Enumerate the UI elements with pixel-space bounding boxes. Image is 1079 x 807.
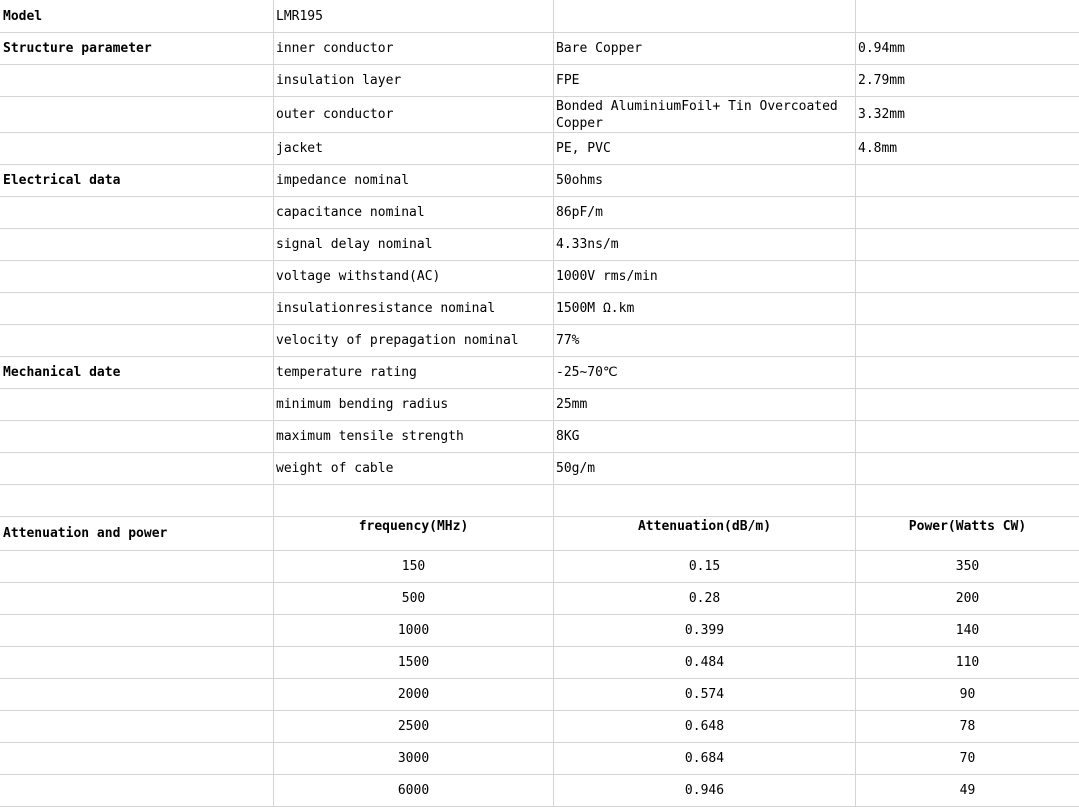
attenuation-value: 0.15 xyxy=(554,551,856,583)
param-size: 4.8mm xyxy=(856,133,1079,165)
param-name: weight of cable xyxy=(274,453,554,485)
empty-cell xyxy=(856,165,1079,197)
empty-cell xyxy=(1,679,274,711)
electrical-row xyxy=(1,293,1079,325)
electrical-row xyxy=(1,261,1079,293)
empty-cell xyxy=(1,421,274,453)
attenuation-row xyxy=(1,583,1079,615)
attenuation-row xyxy=(1,743,1079,775)
frequency-value: 1500 xyxy=(274,647,554,679)
frequency-value: 6000 xyxy=(274,775,554,807)
param-size: 2.79mm xyxy=(856,65,1079,97)
electrical-row xyxy=(1,229,1079,261)
power-value: 200 xyxy=(856,583,1079,615)
attenuation-value: 0.648 xyxy=(554,711,856,743)
frequency-value: 1000 xyxy=(274,615,554,647)
empty-cell xyxy=(856,389,1079,421)
electrical-row xyxy=(1,165,1079,197)
electrical-row xyxy=(1,197,1079,229)
mechanical-row xyxy=(1,453,1079,485)
attenuation-section-label: Attenuation and power xyxy=(1,517,274,551)
param-material: PE, PVC xyxy=(554,133,856,165)
structure-row xyxy=(1,33,1079,65)
param-value: 25mm xyxy=(554,389,856,421)
electrical-section-label: Electrical data xyxy=(1,165,274,197)
param-size: 0.94mm xyxy=(856,33,1079,65)
empty-cell xyxy=(856,197,1079,229)
structure-row xyxy=(1,97,1079,133)
empty-cell xyxy=(1,647,274,679)
param-name: maximum tensile strength xyxy=(274,421,554,453)
param-name: inner conductor xyxy=(274,33,554,65)
attenuation-header: Attenuation(dB/m) xyxy=(554,517,856,551)
empty-cell xyxy=(274,485,554,517)
empty-cell xyxy=(1,485,274,517)
param-value: 50g/m xyxy=(554,453,856,485)
power-value: 70 xyxy=(856,743,1079,775)
blank-row xyxy=(1,485,1079,517)
empty-cell xyxy=(1,197,274,229)
empty-cell xyxy=(1,711,274,743)
frequency-value: 150 xyxy=(274,551,554,583)
param-name: signal delay nominal xyxy=(274,229,554,261)
frequency-header: frequency(MHz) xyxy=(274,517,554,551)
model-label: Model xyxy=(1,1,274,33)
empty-cell xyxy=(1,293,274,325)
param-value: 50ohms xyxy=(554,165,856,197)
attenuation-value: 0.574 xyxy=(554,679,856,711)
empty-cell xyxy=(1,775,274,807)
empty-cell xyxy=(856,421,1079,453)
empty-cell xyxy=(856,485,1079,517)
empty-cell xyxy=(1,229,274,261)
param-material: FPE xyxy=(554,65,856,97)
attenuation-row xyxy=(1,615,1079,647)
model-row xyxy=(1,1,1079,33)
frequency-value: 3000 xyxy=(274,743,554,775)
attenuation-row xyxy=(1,775,1079,807)
attenuation-row xyxy=(1,551,1079,583)
param-name: jacket xyxy=(274,133,554,165)
power-value: 49 xyxy=(856,775,1079,807)
attenuation-value: 0.684 xyxy=(554,743,856,775)
frequency-value: 500 xyxy=(274,583,554,615)
power-value: 140 xyxy=(856,615,1079,647)
model-value: LMR195 xyxy=(274,1,554,33)
param-name: velocity of prepagation nominal xyxy=(274,325,554,357)
empty-cell xyxy=(1,97,274,133)
attenuation-row xyxy=(1,679,1079,711)
param-material: Bonded AluminiumFoil+ Tin Overcoated Copper xyxy=(554,97,856,133)
empty-cell xyxy=(856,357,1079,389)
mechanical-section-label: Mechanical date xyxy=(1,357,274,389)
mechanical-row xyxy=(1,421,1079,453)
structure-row xyxy=(1,133,1079,165)
param-name: insulationresistance nominal xyxy=(274,293,554,325)
empty-cell xyxy=(856,453,1079,485)
power-value: 350 xyxy=(856,551,1079,583)
param-name: temperature rating xyxy=(274,357,554,389)
empty-cell xyxy=(1,261,274,293)
param-value: -25~70℃ xyxy=(554,357,856,389)
param-value: 1500M Ω.km xyxy=(554,293,856,325)
param-value: 8KG xyxy=(554,421,856,453)
param-name: insulation layer xyxy=(274,65,554,97)
empty-cell xyxy=(856,325,1079,357)
param-name: capacitance nominal xyxy=(274,197,554,229)
empty-cell xyxy=(856,293,1079,325)
attenuation-value: 0.946 xyxy=(554,775,856,807)
param-value: 1000V rms/min xyxy=(554,261,856,293)
mechanical-row xyxy=(1,357,1079,389)
param-value: 4.33ns/m xyxy=(554,229,856,261)
power-value: 90 xyxy=(856,679,1079,711)
empty-cell xyxy=(1,389,274,421)
empty-cell xyxy=(1,453,274,485)
param-material: Bare Copper xyxy=(554,33,856,65)
param-name: minimum bending radius xyxy=(274,389,554,421)
empty-cell xyxy=(1,325,274,357)
empty-cell xyxy=(1,65,274,97)
param-name: impedance nominal xyxy=(274,165,554,197)
structure-section-label: Structure parameter xyxy=(1,33,274,65)
empty-cell xyxy=(856,229,1079,261)
empty-cell xyxy=(1,583,274,615)
power-value: 110 xyxy=(856,647,1079,679)
param-value: 86pF/m xyxy=(554,197,856,229)
attenuation-row xyxy=(1,711,1079,743)
param-value: 77% xyxy=(554,325,856,357)
empty-cell xyxy=(1,133,274,165)
attenuation-value: 0.484 xyxy=(554,647,856,679)
frequency-value: 2000 xyxy=(274,679,554,711)
structure-row xyxy=(1,65,1079,97)
empty-cell xyxy=(856,261,1079,293)
empty-cell xyxy=(554,1,856,33)
electrical-row xyxy=(1,325,1079,357)
power-value: 78 xyxy=(856,711,1079,743)
empty-cell xyxy=(856,1,1079,33)
empty-cell xyxy=(554,485,856,517)
mechanical-row xyxy=(1,389,1079,421)
attenuation-header-row xyxy=(1,517,1079,551)
frequency-value: 2500 xyxy=(274,711,554,743)
param-size: 3.32mm xyxy=(856,97,1079,133)
empty-cell xyxy=(1,551,274,583)
param-name: outer conductor xyxy=(274,97,554,133)
attenuation-row xyxy=(1,647,1079,679)
attenuation-value: 0.399 xyxy=(554,615,856,647)
empty-cell xyxy=(1,615,274,647)
attenuation-value: 0.28 xyxy=(554,583,856,615)
empty-cell xyxy=(1,743,274,775)
power-header: Power(Watts CW) xyxy=(856,517,1079,551)
param-name: voltage withstand(AC) xyxy=(274,261,554,293)
